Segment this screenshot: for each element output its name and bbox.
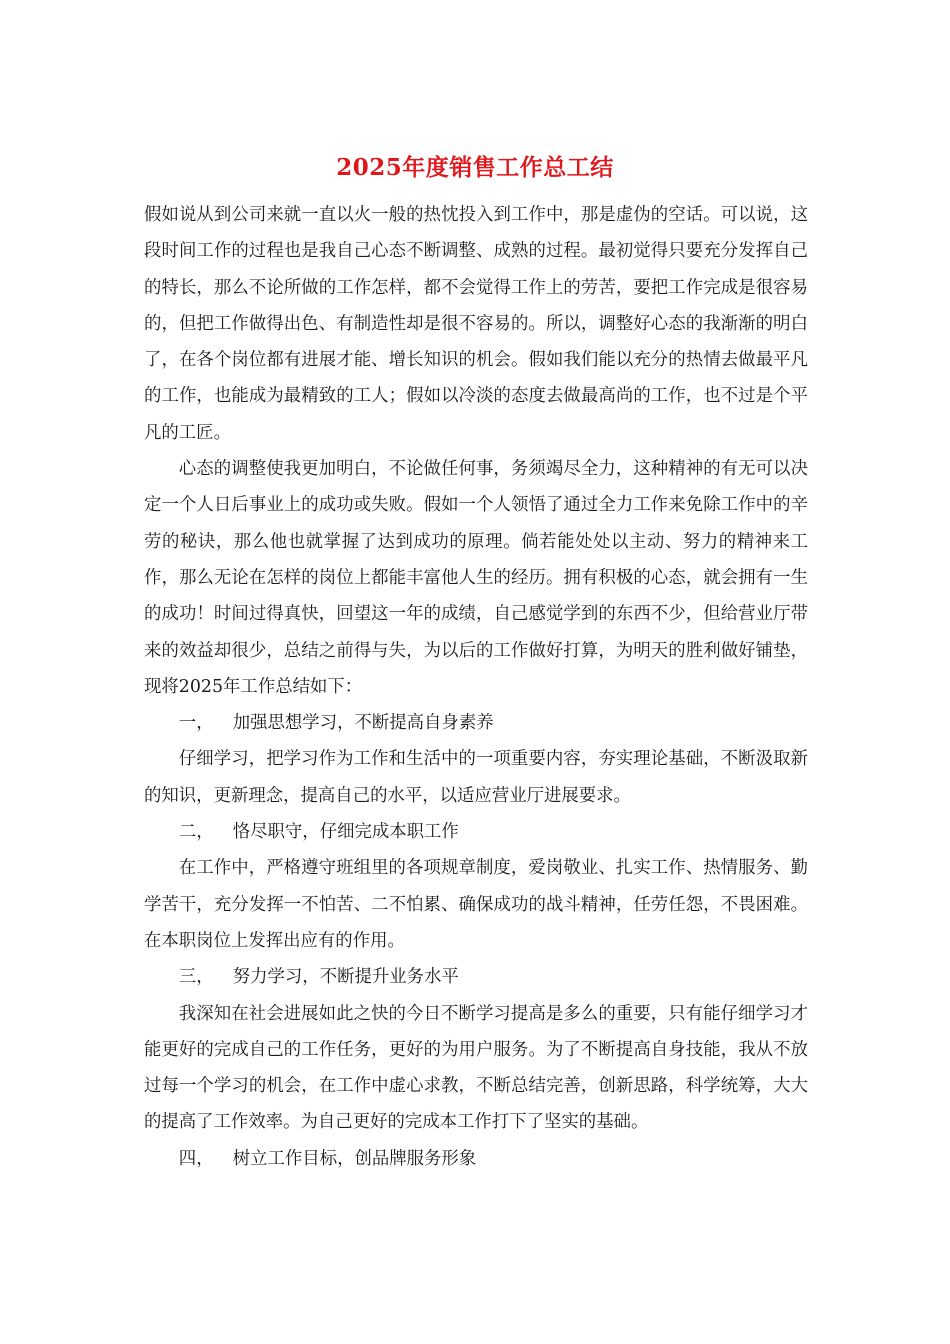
section-number: 三， <box>178 967 214 988</box>
section-heading-1 <box>144 705 808 741</box>
section-body-2: 在工作中，严格遵守班组里的各项规章制度，爱岗敬业、扎实工作、热情服务、勤学苦干，充分发挥一不怕苦、二不怕累、确保成功的战斗精神，任劳任怨，不畏困难。在本职岗位上发挥出应有的作用。 <box>144 858 808 951</box>
section-heading-4 <box>144 1141 808 1177</box>
document-title: 2025年度销售工作总工结 <box>336 154 614 181</box>
section-heading-text: 树立工作目标，创品牌服务形象 <box>232 1148 477 1169</box>
section-body-3: 我深知在社会进展如此之快的今日不断学习提高是多么的重要，只有能仔细学习才能更好的完成自己的工作任务，更好的为用户服务。为了不断提高自身技能，我从不放过每一个学习的机会，在工作中虚心求教，不断总结完善，创新思路，科学统筹，大大的提高了工作效率。为自己更好的完成本工作打下了坚实的基础。 <box>144 1003 808 1133</box>
section-body-1: 仔细学习，把学习作为工作和生活中的一项重要内容，夯实理论基础，不断汲取新的知识，更新理念，提高自己的水平，以适应营业厅进展要求。 <box>144 749 808 806</box>
section-number: 二， <box>178 822 214 843</box>
document-body <box>144 197 808 1177</box>
section-heading-3 <box>144 959 808 995</box>
section-number: 四， <box>178 1148 214 1169</box>
paragraph-mindset: 心态的调整使我更加明白，不论做任何事，务须竭尽全力，这种精神的有无可以决定一个人日后事业上的成功或失败。假如一个人领悟了通过全力工作来免除工作中的辛劳的秘诀，那么他也就掌握了达到成功的原理。倘若能处处以主动、努力的精神来工作，那么无论在怎样的岗位上都能丰富他人生的经历。拥有积极的心态，就会拥有一生的成功！时间过得真快，回望这一年的成绩，自己感觉学到的东西不少，但给营业厅带来的效益却很少，总结之前得与失，为以后的工作做好打算，为明天的胜利做好铺垫，现将2025年工作总结如下： <box>144 459 808 697</box>
section-number: 一， <box>178 713 214 734</box>
section-heading-text: 加强思想学习，不断提高自身素养 <box>232 713 494 734</box>
section-heading-text: 恪尽职守，仔细完成本职工作 <box>232 822 459 843</box>
section-heading-text: 努力学习，不断提升业务水平 <box>232 967 459 988</box>
section-heading-2 <box>144 814 808 850</box>
paragraph-intro: 假如说从到公司来就一直以火一般的热忱投入到工作中，那是虚伪的空话。可以说，这段时间工作的过程也是我自己心态不断调整、成熟的过程。最初觉得只要充分发挥自己的特长，那么不论所做的工作怎样，都不会觉得工作上的劳苦，要把工作完成是很容易的，但把工作做得出色、有制造性却是很不容易的。所以，调整好心态的我渐渐的明白了，在各个岗位都有进展才能、增长知识的机会。假如我们能以充分的热情去做最平凡的工作，也能成为最精致的工人；假如以冷淡的态度去做最高尚的工作，也不过是个平凡的工匠。 <box>144 205 808 443</box>
